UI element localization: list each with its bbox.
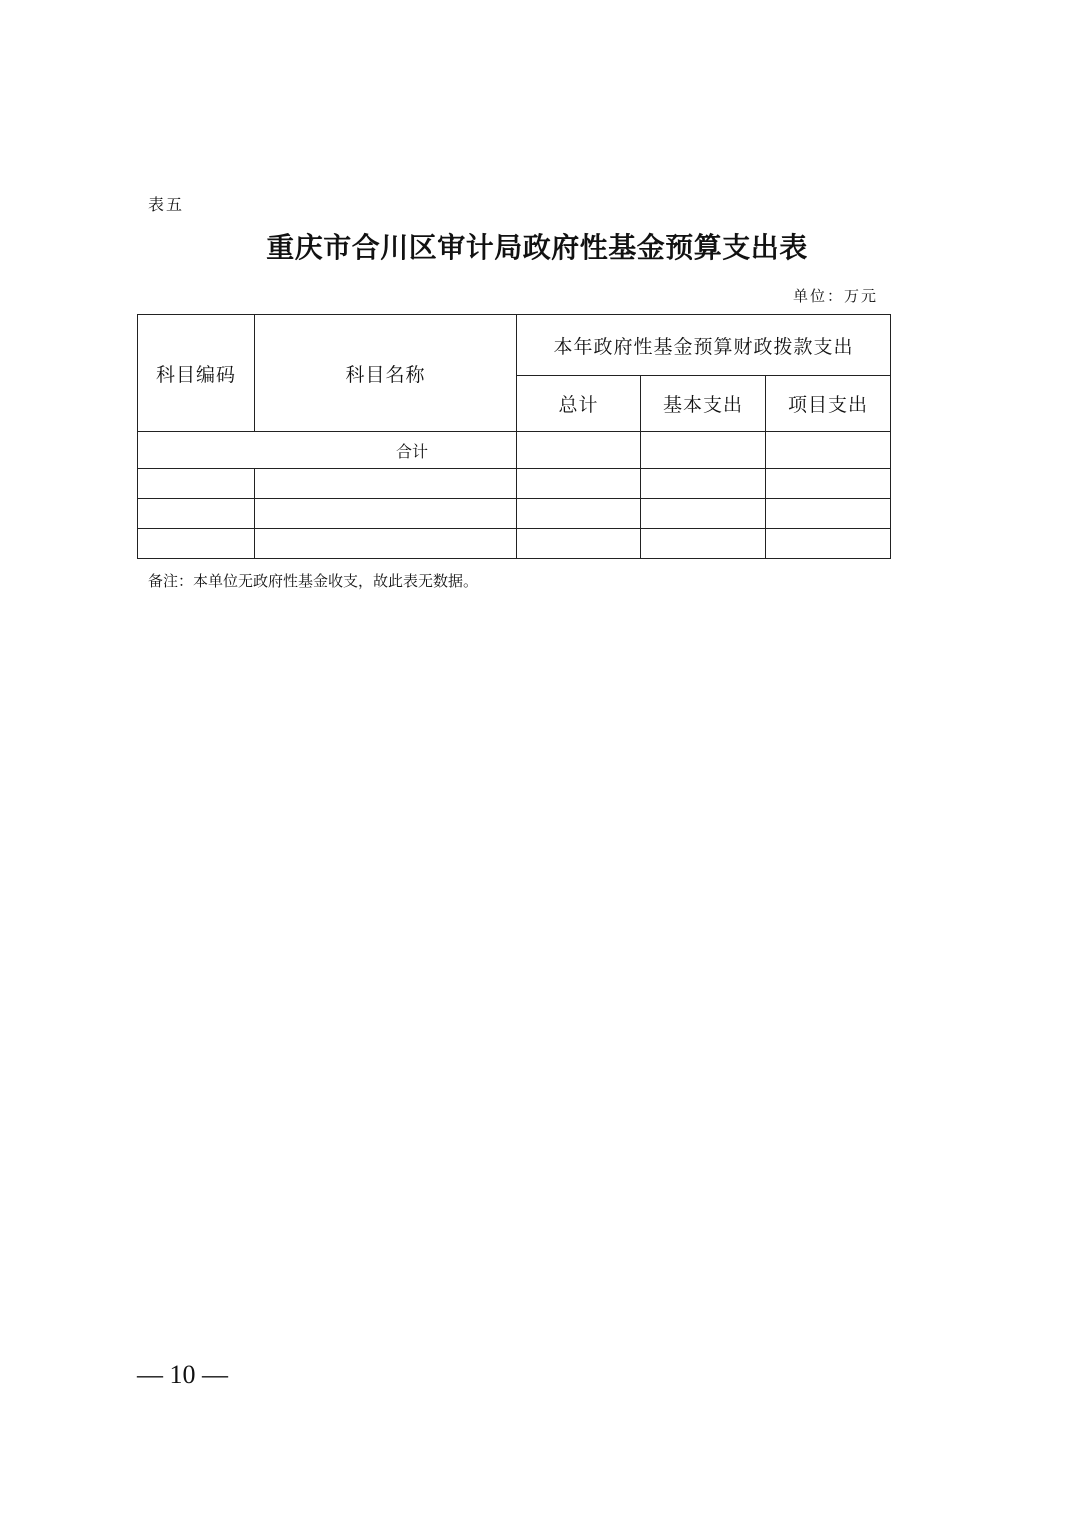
row-code [138, 469, 255, 499]
header-row-1 [138, 315, 891, 376]
row-code [138, 529, 255, 559]
header-code: 科目编码 [138, 315, 255, 432]
budget-table [137, 314, 891, 559]
row-project [766, 529, 891, 559]
header-project: 项目支出 [766, 376, 891, 432]
table-row [138, 529, 891, 559]
row-total [517, 529, 641, 559]
total-row-basic [641, 432, 766, 469]
row-name [255, 469, 517, 499]
table-row [138, 499, 891, 529]
unit-note: 单位：万元 [792, 287, 878, 305]
total-row-total [517, 432, 641, 469]
table-label: 表五 [148, 195, 185, 214]
total-row [138, 432, 891, 469]
row-project [766, 469, 891, 499]
row-name [255, 499, 517, 529]
row-total [517, 469, 641, 499]
row-total [517, 499, 641, 529]
remark-note: 备注：本单位无政府性基金收支，故此表无数据。 [148, 572, 479, 590]
page-number: — 10 — [137, 1360, 228, 1389]
header-name: 科目名称 [255, 315, 517, 432]
table-row [138, 469, 891, 499]
total-row-label: 合计 [138, 432, 517, 469]
row-name [255, 529, 517, 559]
total-row-project [766, 432, 891, 469]
row-basic [641, 529, 766, 559]
header-total: 总计 [517, 376, 641, 432]
document-title: 重庆市合川区审计局政府性基金预算支出表 [266, 231, 808, 264]
header-group: 本年政府性基金预算财政拨款支出 [517, 315, 891, 376]
header-basic: 基本支出 [641, 376, 766, 432]
row-basic [641, 469, 766, 499]
row-code [138, 499, 255, 529]
row-project [766, 499, 891, 529]
row-basic [641, 499, 766, 529]
